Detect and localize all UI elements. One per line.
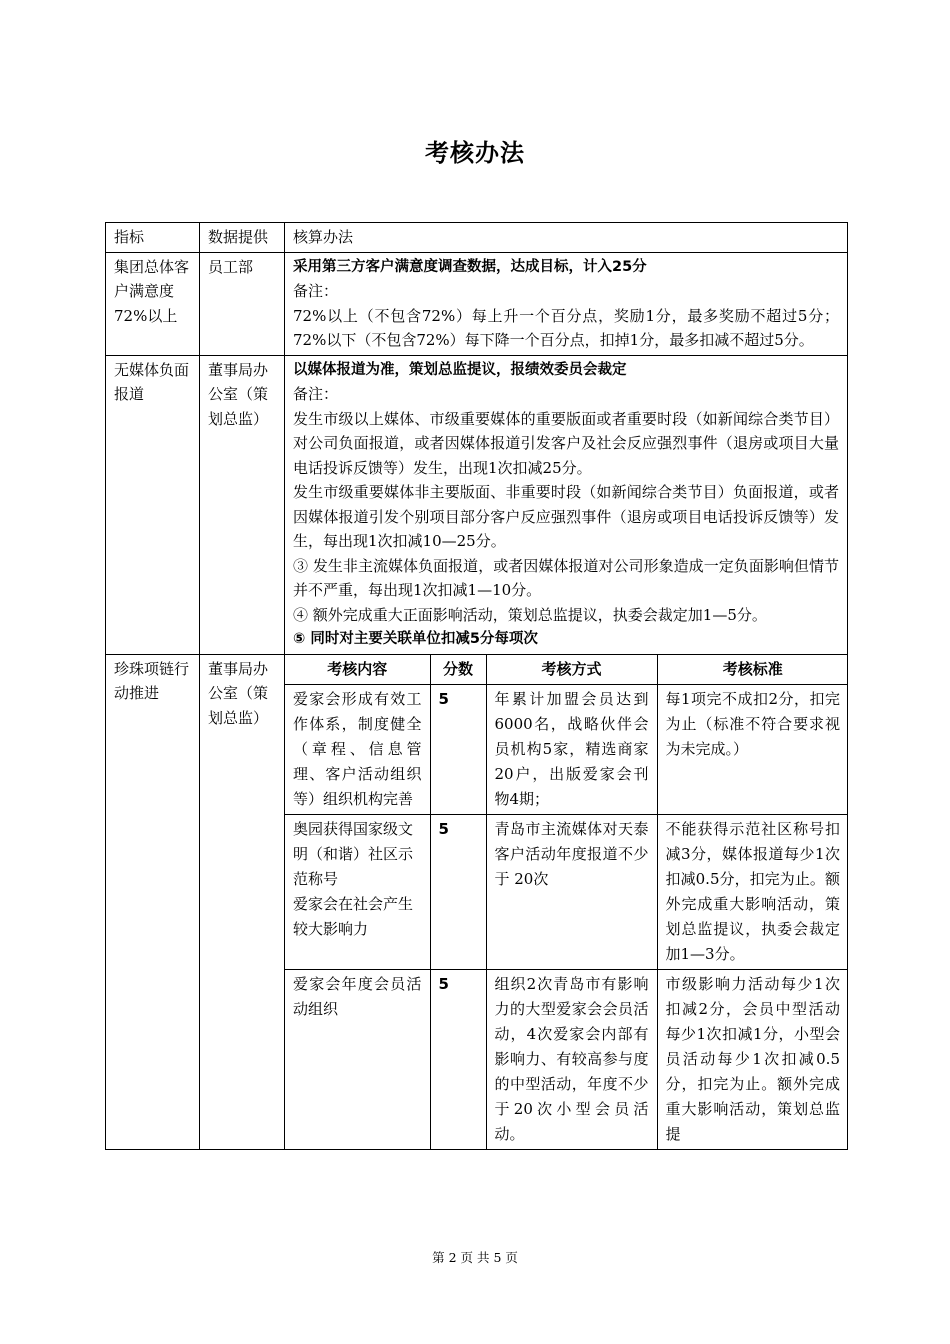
sub-score-cell: 5 [430, 969, 486, 1149]
page-footer: 第 2 页 共 5 页 [432, 1250, 518, 1265]
header-method: 核算办法 [285, 223, 848, 253]
sub-table [285, 655, 848, 1149]
method-line: 72%以上（不包含72%）每上升一个百分点，奖励1分，最多奖励不超过5分；72%以下（不包含72%）每下降一个百分点，扣掉1分，最多扣减不超过5分。 [293, 306, 839, 349]
sub-header-method: 考核方式 [486, 655, 657, 685]
indicator-cell: 珍珠项链行动推进 [106, 654, 200, 1149]
provider-cell: 董事局办公室（策划总监） [200, 355, 285, 654]
sub-content-cell: 爱家会年度会员活动组织 [285, 969, 430, 1149]
header-provider: 数据提供 [200, 223, 285, 253]
method-cell [285, 252, 848, 355]
sub-content-cell: 爱家会形成有效工作体系，制度健全（章程、信息管理、客户活动组织等）组织机构完善 [285, 684, 430, 814]
indicator-cell: 无媒体负面报道 [106, 355, 200, 654]
sub-standard-cell: 市级影响力活动每少1次扣减2分，会员中型活动每少1次扣减1分，小型会员活动每少1次扣减0.5分，扣完为止。额外完成重大影响活动，策划总监提 [657, 969, 848, 1149]
table-row [106, 355, 848, 654]
sub-standard-cell: 不能获得示范社区称号扣减3分，媒体报道每少1次扣减0.5分，扣完为止。额外完成重大影响活动，策划总监提议，执委会裁定加1—3分。 [657, 814, 848, 969]
table-row [106, 654, 848, 1149]
indicator-cell: 集团总体客户满意度72%以上 [106, 252, 200, 355]
provider-cell: 员工部 [200, 252, 285, 355]
table-header-row [106, 223, 848, 253]
page-title: 考核办法 [425, 139, 525, 167]
method-line: ④ 额外完成重大正面影响活动，策划总监提议，执委会裁定加1—5分。 [293, 605, 767, 624]
sub-score-cell: 5 [430, 814, 486, 969]
method-headline: 采用第三方客户满意度调查数据，达成目标，计入25分 [293, 258, 647, 275]
method-cell [285, 355, 848, 654]
sub-content-cell: 奥园获得国家级文明（和谐）社区示范称号 爱家会在社会产生较大影响力 [285, 814, 430, 969]
assessment-table [105, 222, 848, 1150]
method-headline: 以媒体报道为准，策划总监提议，报绩效委员会裁定 [293, 361, 627, 378]
sub-header-standard: 考核标准 [657, 655, 848, 685]
sub-method-cell: 年累计加盟会员达到6000名，战略伙伴会员机构5家，精选商家20户，出版爱家会刊物4期； [486, 684, 657, 814]
provider-cell: 董事局办公室（策划总监） [200, 654, 285, 1149]
header-indicator: 指标 [106, 223, 200, 253]
method-cell [285, 654, 848, 1149]
method-line: ③ 发生非主流媒体负面报道，或者因媒体报道对公司形象造成一定负面影响但情节并不严重，每出现1次扣减1—10分。 [293, 556, 839, 599]
sub-score-cell: 5 [430, 684, 486, 814]
sub-header-content: 考核内容 [285, 655, 430, 685]
sub-standard-cell: 每1项完不成扣2分，扣完为止（标准不符合要求视为未完成。） [657, 684, 848, 814]
method-note-label: 备注： [293, 282, 339, 300]
sub-header-score: 分数 [430, 655, 486, 685]
sub-table-row [285, 814, 848, 969]
method-line: 发生市级以上媒体、市级重要媒体的重要版面或者重要时段（如新闻综合类节目）对公司负面报道，或者因媒体报道引发客户及社会反应强烈事件（退房或项目大量电话投诉反馈等）发生，出现1次扣减25分。 [293, 409, 839, 477]
sub-table-row [285, 969, 848, 1149]
sub-method-cell: 组织2次青岛市有影响力的大型爱家会会员活动，4次爱家会内部有影响力、有较高参与度的中型活动，年度不少于20次小型会员活动。 [486, 969, 657, 1149]
method-note-label: 备注： [293, 385, 339, 403]
sub-table-row [285, 684, 848, 814]
method-line-bold: ⑤ 同时对主要关联单位扣减5分每项次 [293, 631, 538, 647]
sub-table-header-row [285, 655, 848, 685]
sub-method-cell: 青岛市主流媒体对天泰客户活动年度报道不少于 20次 [486, 814, 657, 969]
table-row [106, 252, 848, 355]
method-line: 发生市级重要媒体非主要版面、非重要时段（如新闻综合类节目）负面报道，或者因媒体报道引发个别项目部分客户反应强烈事件（退房或项目电话投诉反馈等）发生，每出现1次扣减10—25分。 [293, 483, 839, 550]
